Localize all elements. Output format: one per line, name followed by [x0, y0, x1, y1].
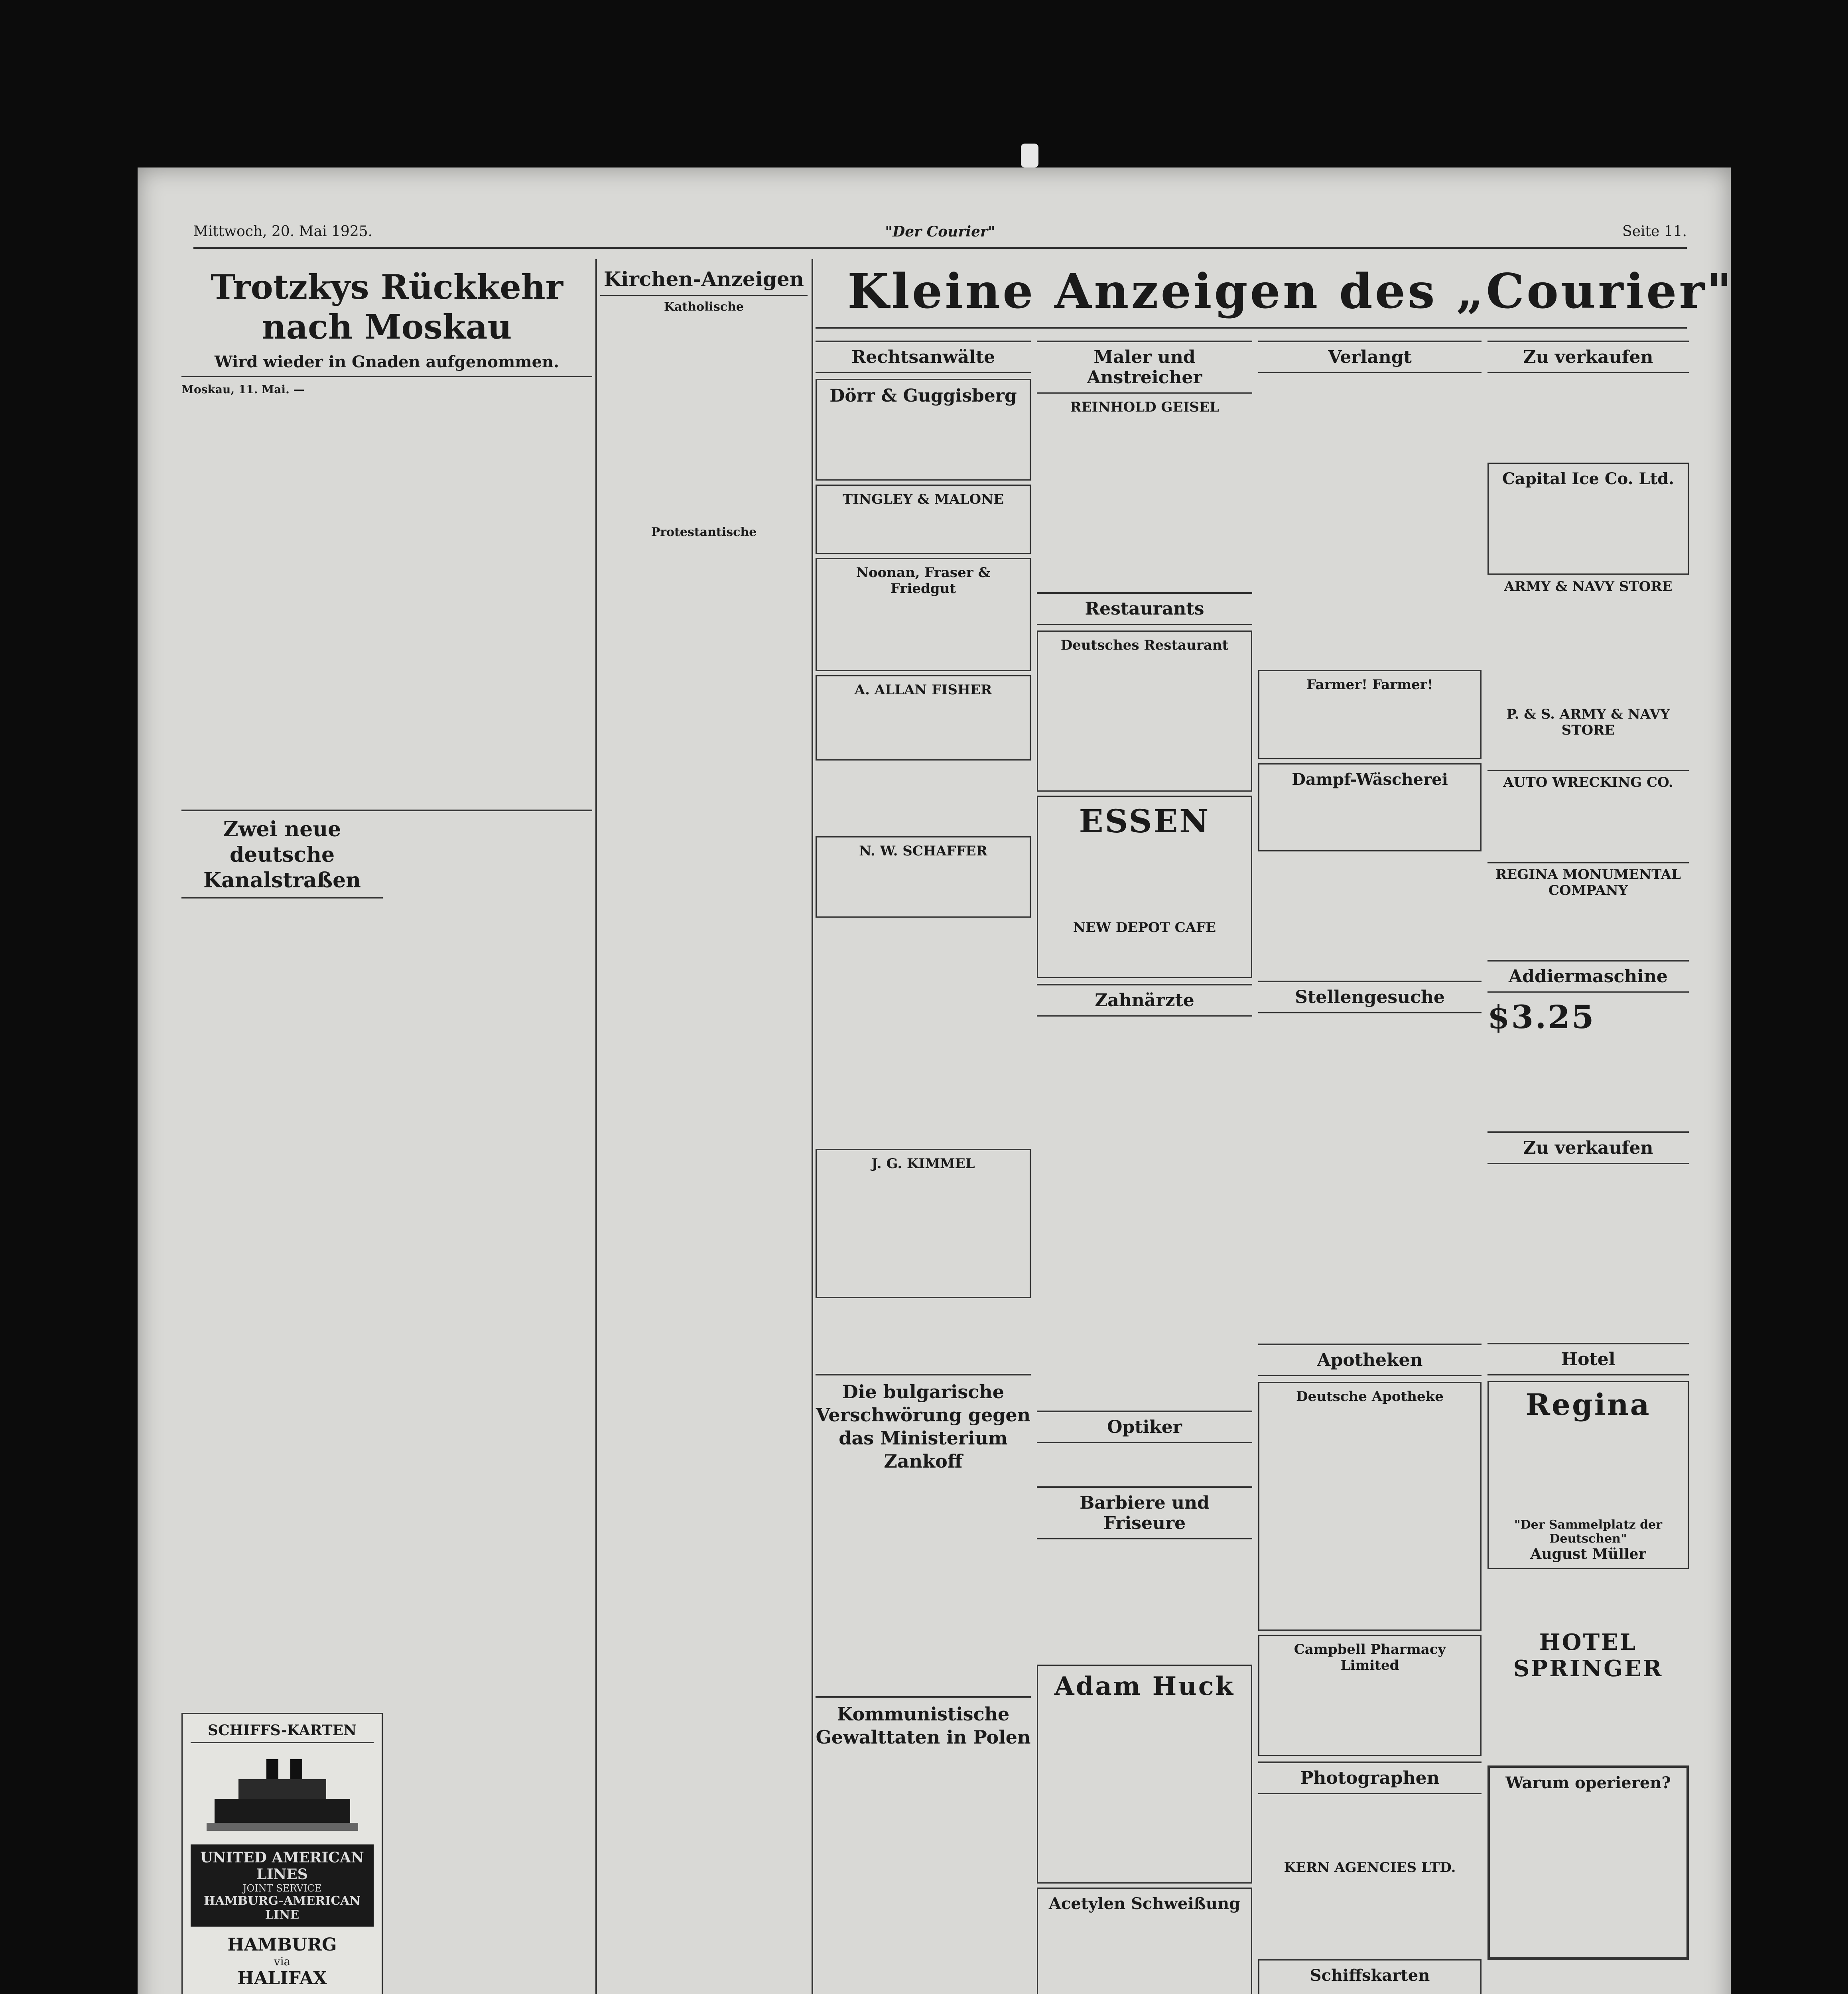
ad-text [1494, 1422, 1682, 1518]
ad-text [1044, 1913, 1245, 1994]
for-sale-column [1487, 335, 1689, 1994]
section-head: Barbiere und Friseure [1037, 1486, 1252, 1539]
ad-text [1600, 998, 1689, 1062]
church-subhead: Protestantische [651, 525, 757, 539]
paper-name: "Der Courier" [885, 223, 995, 240]
section-head: Photographen [1258, 1761, 1482, 1794]
springer-name: HOTEL SPRINGER [1513, 1629, 1663, 1682]
lawyers-column [816, 335, 1031, 1994]
section-head: Maler und Anstreicher [1037, 341, 1252, 394]
ad-text [1487, 1964, 1689, 1994]
restaurant-name: Deutsches Restaurant [1060, 637, 1229, 653]
laundry-name: Dampf-Wäscherei [1292, 770, 1448, 789]
ad-title: SCHIFFS-KARTEN [191, 1722, 374, 1743]
ad-text [1258, 1876, 1482, 1955]
ad-text [1487, 1573, 1689, 1629]
wanted-column [1258, 335, 1482, 1994]
issue-date: Mittwoch, 20. Mai 1925. [193, 223, 373, 240]
ad-text [1265, 1405, 1475, 1624]
ad-text [1265, 693, 1475, 753]
ad-text [822, 406, 1024, 474]
lawyer-name: J. G. KIMMEL [871, 1156, 975, 1172]
section-head: Optiker [1037, 1411, 1252, 1443]
pharmacy-name: Campbell Pharmacy Limited [1294, 1641, 1446, 1673]
story-head: Die bulgarische Verschwörung gegen das Ministerium Zankoff [816, 1374, 1031, 1473]
ad-text [1487, 379, 1689, 459]
ad-text [822, 698, 1024, 754]
restaurant-ad [1037, 631, 1252, 792]
ad-text [1487, 1062, 1689, 1126]
weld-head: Acetylen Schweißung [1048, 1894, 1241, 1913]
church-listings [600, 539, 808, 1117]
lawyer-name: Noonan, Fraser & Friedgut [856, 565, 991, 597]
lawyer-ad [816, 485, 1031, 554]
ad-text [1258, 379, 1482, 666]
section-head: Hotel [1487, 1343, 1689, 1375]
welding-ad [1037, 1888, 1252, 1994]
column-rule [595, 259, 597, 1994]
essen-word: ESSEN [1079, 802, 1210, 840]
article-body [181, 396, 383, 799]
banner-rule [816, 327, 1687, 329]
price: $3.25 [1487, 998, 1596, 1036]
auto-name: AUTO WRECKING CO. [1487, 770, 1689, 790]
church-head: Kirchen-Anzeigen [600, 267, 808, 296]
hotel-regina: Regina [1525, 1388, 1651, 1422]
ad-text [1037, 1545, 1252, 1661]
ad-text [1494, 488, 1682, 568]
church-listings [600, 1125, 808, 1994]
route-city: HALIFAX [237, 1968, 327, 1988]
lawyer-ad [816, 836, 1031, 918]
route-city: HAMBURG [227, 1935, 337, 1955]
ad-text [1487, 595, 1689, 706]
story-head: Kommunistische Gewalttaten in Polen [816, 1696, 1031, 1749]
painter-name: REINHOLD GEISEL [1070, 399, 1219, 415]
ad-text [1044, 1701, 1245, 1877]
ship-line-banner [191, 1844, 374, 1927]
adam-huck-ad [1037, 1665, 1252, 1884]
ship-ticket-ad [181, 1713, 383, 1994]
ship-line-name: UNITED AMERICAN LINES [200, 1849, 364, 1883]
ice-name: Capital Ice Co. Ltd. [1502, 469, 1675, 488]
ad-text [816, 922, 1031, 1145]
article-body [391, 817, 592, 1994]
ship-joint-service: JOINT SERVICE [242, 1883, 322, 1894]
ad-text [1044, 840, 1245, 920]
ad-text [1258, 1019, 1482, 1338]
ad-text [1037, 1449, 1252, 1481]
section-head: Apotheken [1258, 1344, 1482, 1376]
section-head: Restaurants [1037, 592, 1252, 625]
story-body [816, 1749, 1031, 1988]
section-head: Rechtsanwälte [816, 341, 1031, 373]
route-via: via [274, 1955, 291, 1968]
ad-text [822, 597, 1024, 664]
lawyer-name: N. W. SCHAFFER [859, 843, 987, 859]
pharmacy-ad [1258, 1382, 1482, 1631]
ad-text [1487, 738, 1689, 770]
subheadline: Wird wieder in Gnaden aufgenommen. [181, 353, 592, 377]
ad-text [822, 1172, 1024, 1291]
lawyer-name: Dörr & Guggisberg [829, 386, 1017, 406]
monument-name: REGINA MONUMENTAL COMPANY [1487, 862, 1689, 898]
article-body [181, 903, 383, 1701]
warum-ad [1487, 1765, 1689, 1960]
ad-text [1265, 789, 1475, 845]
article-body [391, 383, 592, 798]
newspaper-page [138, 167, 1734, 1994]
lawyer-ad [816, 1149, 1031, 1298]
article-column [181, 259, 592, 1994]
hotel-owner: August Müller [1530, 1546, 1646, 1562]
ad-text [822, 507, 1024, 547]
cafe-ad [1037, 796, 1252, 978]
ice-ad [1487, 463, 1689, 575]
hotel-ad [1487, 1381, 1689, 1569]
lawyer-ad [816, 379, 1031, 481]
lawyer-name: TINGLEY & MALONE [842, 491, 1004, 507]
ad-text [1265, 1985, 1475, 1994]
warum-head: Warum operieren? [1505, 1773, 1671, 1792]
ad-text [1044, 653, 1245, 785]
schiff-head: Schiffskarten [1310, 1966, 1430, 1985]
ad-text [1265, 1673, 1475, 1749]
ad-text [1487, 1682, 1689, 1761]
ad-text [1258, 855, 1482, 975]
ad-text [816, 764, 1031, 832]
ship-hapag-name: HAMBURG-AMERICAN LINE [204, 1894, 361, 1922]
farmer-ad [1258, 670, 1482, 759]
story-body [816, 1473, 1031, 1696]
cafe-name: NEW DEPOT CAFE [1073, 920, 1216, 936]
section-head: Stellengesuche [1258, 981, 1482, 1013]
church-column [600, 259, 808, 1994]
trades-column [1037, 335, 1252, 1994]
column-rule [812, 259, 813, 1994]
ad-text [822, 859, 1024, 911]
running-head [193, 223, 1687, 249]
kern-name: KERN AGENCIES LTD. [1284, 1860, 1456, 1876]
section-head: Zu verkaufen [1487, 1131, 1689, 1164]
laundry-ad [1258, 763, 1482, 851]
ad-text [1037, 1022, 1252, 1405]
headline: Trotzkys Rückkehr nach Moskau [211, 267, 563, 347]
pands-name: P. & S. ARMY & NAVY STORE [1506, 706, 1670, 738]
paper-clip [1021, 144, 1038, 167]
hotel-slogan: "Der Sammelplatz der Deutschen" [1514, 1518, 1663, 1546]
dateline: Moskau, 11. Mai. — [181, 383, 305, 396]
ad-text [1487, 1170, 1689, 1337]
steamship-icon [207, 1751, 358, 1839]
farmer-title: Farmer! Farmer! [1306, 677, 1433, 693]
section-head: Zahnärzte [1037, 984, 1252, 1017]
adam-name: Adam Huck [1054, 1671, 1235, 1701]
ad-text [1044, 936, 1245, 971]
ad-text [1037, 415, 1252, 587]
lawyer-ad [816, 675, 1031, 761]
lawyer-name: A. ALLAN FISHER [854, 682, 992, 698]
section-head: Verlangt [1258, 341, 1482, 373]
pharmacy-ad [1258, 1635, 1482, 1756]
lawyer-ad [816, 558, 1031, 671]
ad-text [1258, 1800, 1482, 1860]
section-head: Zu verkaufen [1487, 341, 1689, 373]
ship-ticket-ad [1258, 1959, 1482, 1994]
army-name: ARMY & NAVY STORE [1504, 579, 1673, 595]
pharmacy-name: Deutsche Apotheke [1296, 1389, 1444, 1405]
church-subhead: Katholische [664, 300, 744, 314]
ad-text [1487, 790, 1689, 862]
ad-text [816, 1302, 1031, 1374]
page-number: Seite 11. [1622, 223, 1687, 240]
ad-text [1487, 898, 1689, 954]
classifieds-banner: Kleine Anzeigen des „Courier" [847, 263, 1734, 319]
section-title: Zwei neue deutsche Kanalstraßen [181, 817, 383, 898]
church-listings [600, 314, 808, 521]
section-head: Addiermaschine [1487, 960, 1689, 993]
ad-text [1495, 1792, 1681, 1952]
